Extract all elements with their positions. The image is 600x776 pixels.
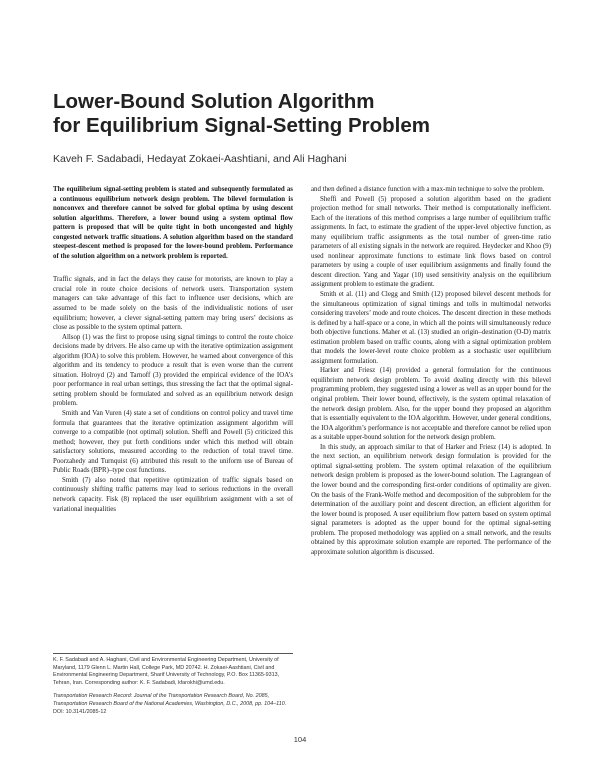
body-paragraph: Allsop (1) was the first to propose using signal timings to control the route choice decisions made by drivers. He also came up with the iterative optimization assignment algorithm (IOA) to solve this problem. However, he warned about convergence of this algorithm and its tendency to produce a result that is even worse than the current situation. Holroyd (2) and Tarnoff (3) provided the empirical evidence of the IOA’s poor performance in real urban settings, thus stressing the fact that the optimal signal-setting problem should be formulated and solved as an equilibrium network design problem. (53, 333, 293, 408)
title-line-2: for Equilibrium Signal-Setting Problem (53, 114, 430, 137)
body-paragraph: Smith and Van Vuren (4) state a set of conditions on control policy and travel time formula that guarantees that the iterative optimization assignment algorithm will converge to a compatible (not optimal) solution. Sheffi and Powell (5) criticized this method; however, they put forth conditions under which this method will obtain satisfactory solutions, measured according to the reduction of total travel time. Poorzahedy and Turnquist (6) attributed this result to the uniform use of Bureau of Public Roads (BPR)–type cost functions. (53, 410, 293, 475)
author-list: Kaveh F. Sadabadi, Hedayat Zokaei-Aashtiani, and Ali Haghani (53, 153, 347, 165)
footnote-rule (53, 653, 293, 654)
body-paragraph: Smith et al. (11) and Clegg and Smith (12) proposed bilevel descent methods for the simultaneous optimization of signal timings and tolls in multimodal networks considering travelers’ mode and route choices. The descent direction in these methods is defined by a half-space or a cone, in which all the points will simultaneously reduce both objective functions. Maher et al. (13) studied an origin–destination (O-D) matrix estimation problem based on traffic counts, along with a signal optimization problem that models the lower-level route choice problem as a stochastic user equilibrium assignment formulation. (311, 291, 551, 365)
abstract-spacer (53, 261, 293, 275)
footnote-doi: DOI: 10.3141/2085-12 (53, 708, 107, 715)
left-column (53, 185, 293, 514)
body-paragraph: Harker and Friesz (14) provided a general formulation for the continuous equilibrium network design problem. To avoid dealing directly with this bilevel programming problem, they suggested using a lower as well as an upper bound for the original problem. Their lower bound, effectively, is the system optimal relaxation of the network design problem. Also, for the upper bound they proposed an algorithm that is essentially equivalent to the IOA algorithm. However, under general conditions, the IOA algorithm’s performance is not acceptable and therefore cannot be relied upon as a suitable upper-bound solution for the network design problem. (311, 367, 551, 442)
body-paragraph: Sheffi and Powell (5) proposed a solution algorithm based on the gradient projection method for small networks. Their method is computationally inefficient. Each of the iterations of this method comprises a large number of equilibrium traffic assignments. In fact, to estimate the gradient of the upper-level objective function, as many equilibrium traffic assignments as the total number of green-time ratio parameters of all existing signals in the network are required. Heydecker and Khoo (9) used nonlinear approximate functions to estimate link flows based on control parameters by using a couple of user equilibrium assignments and finally found the descent direction. Yang and Yagar (10) used sensitivity analysis on the equilibrium assignment problem to estimate the gradient. (311, 195, 551, 289)
abstract: The equilibrium signal-setting problem is stated and subsequently formulated as a continuous equilibrium network design problem. The bilevel formulation is nonconvex and therefore cannot be solved for global optima by using descent solution algorithms. Therefore, a lower bound using a system optimal flow pattern is proposed that will be quite tight in both uncongested and highly congested network traffic situations. A solution algorithm based on the standard steepest-descent method is proposed for the lower-bound problem. Performance of the solution algorithm on a network problem is reported. (53, 186, 293, 260)
body-paragraph: Smith (7) also noted that repetitive optimization of traffic signals based on continuously shifting traffic patterns may lead to serious reductions in the overall network capacity. Fisk (8) replaced the user equilibrium assignment with a set of variational inequalities (53, 476, 293, 513)
title-line-1: Lower-Bound Solution Algorithm (53, 90, 375, 113)
body-paragraph: In this study, an approach similar to that of Harker and Friesz (14) is adopted. In the next section, an equilibrium network design formulation is provided for the optimal signal-setting problem. The system optimal relaxation of the equilibrium network design problem is proposed as the lower-bound solution. The Lagrangean of the lower bound and the corresponding first-order conditions of optimality are given. On the basis of the Frank-Wolfe method and decomposition of the subproblem for the determination of the auxiliary point and descent direction, an efficient algorithm for the lower bound is proposed. A user equilibrium flow pattern based on system optimal signal parameters is adopted as the upper bound for the optimal signal-setting problem. The proposed methodology was applied on a small network, and the results obtained by this approximate solution example are reported. The performance of the approximate solution algorithm is discussed. (311, 443, 551, 556)
footnotes (53, 657, 293, 716)
footnote-affiliations: K. F. Sadabadi and A. Haghani, Civil and Environmental Engineering Department, University of Maryland, 1179 Glenn L. Martin Hall, College Park, MD 20742. H. Zokaei-Aashtiani, Civil and Environmental Engineering Department, Sharif University of Technology, P.O. Box 11365-9313, Tehran, Iran. Corresponding author: K. F. Sadabadi, kfarokhi@umd.edu. (53, 657, 280, 686)
page-number: 104 (293, 735, 307, 744)
body-paragraph: Traffic signals, and in fact the delays they cause for motorists, are known to play a crucial role in route choice decisions of network users. Transportation system managers can take advantage of this fact to influence user decisions, which are assumed to be made solely on the basis of the individualistic notions of user equilibrium; however, a clever signal-setting pattern may bring users’ decisions as close as possible to the system optimal pattern. (53, 276, 293, 332)
footnote-citation: Transportation Research Record: Journal of the Transportation Research Board, No. 2085, Transportation Research Board of the National Academies, Washington, D.C., 2008, pp. 104–110. (53, 693, 287, 707)
body-paragraph: and then defined a distance function with a max-min technique to solve the problem. (311, 186, 545, 193)
right-column (311, 185, 551, 557)
paper-title (53, 90, 553, 138)
